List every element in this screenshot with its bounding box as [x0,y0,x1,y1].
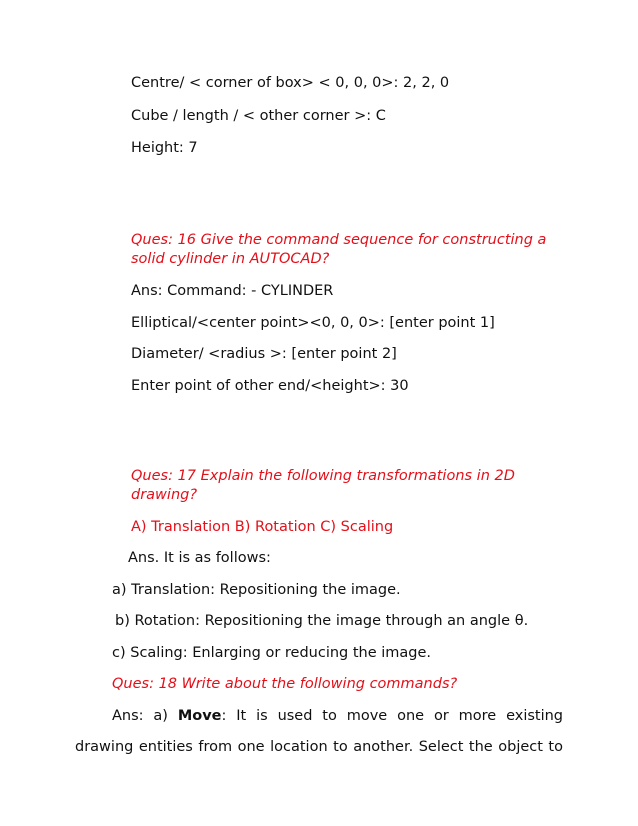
answer-16-command: Ans: Command: - CYLINDER [131,283,334,299]
answer-17-intro: Ans. It is as follows: [128,550,271,566]
answer-16-diameter: Diameter/ <radius >: [enter point 2] [131,346,397,362]
answer-17-scaling: c) Scaling: Enlarging or reducing the image. [112,645,432,661]
question-16-line-1: Ques: 16 Give the command sequence for constructing a [131,232,547,248]
answer-17-rotation: b) Rotation: Repositioning the image through an angle θ. [115,613,529,629]
answer-16-elliptical: Elliptical/<center point><0, 0, 0>: [enter point 1] [131,315,495,331]
question-18: Ques: 18 Write about the following commands? [112,676,458,692]
answer-18-line-2 [75,738,563,756]
answer-17-translation: a) Translation: Repositioning the image. [112,582,401,598]
answer-16-height: Enter point of other end/<height>: 30 [131,378,409,394]
question-17-line-1: Ques: 17 Explain the following transformations in 2D [131,468,515,484]
command-line-height: Height: 7 [131,140,198,156]
answer-18-line-1 [112,707,563,725]
command-line-cube: Cube / length / < other corner >: C [131,108,386,124]
question-17-options: A) Translation B) Rotation C) Scaling [131,519,394,535]
answer-18-line-2-text: drawing entities from one location to another. Select the object to [75,739,563,755]
question-16-line-2: solid cylinder in AUTOCAD? [131,251,330,267]
answer-18-lead: Ans: a) [112,708,168,724]
answer-18-keyword-move: Move [177,708,222,724]
answer-18-rest: : It is used to move one or more existing [221,708,564,724]
question-17-line-2: drawing? [131,487,198,503]
command-line-centre: Centre/ < corner of box> < 0, 0, 0>: 2, 2, 0 [131,75,450,91]
